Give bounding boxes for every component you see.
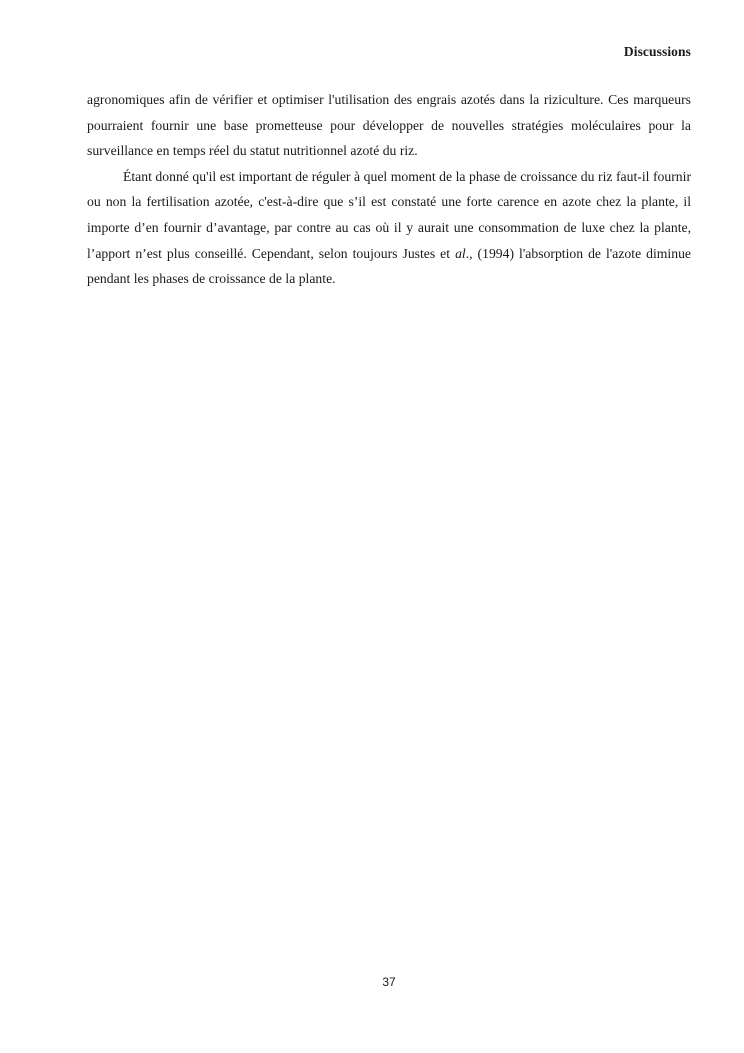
body-text [87, 87, 691, 292]
paragraph-text-start: Étant donné qu'il est important de réguler à quel moment de la phase de croissance du riz faut-il fournir ou non la fertilisation azotée, c'est-à-dire que s’il est constaté une forte carence en azote chez la plante, il importe d’en fournir d’avantage, par contre au cas où il y aurait une consommation de luxe chez la plante, l’apport n’est plus conseillé. Cependant, selon toujours Justes et [87, 168, 691, 261]
citation-et-al: al [455, 245, 466, 261]
paragraph-text-end: ., (1994) l'absorption de l'azote diminue pendant les phases de croissance de la plante. [87, 245, 691, 287]
paragraph-nitrogen-fertilisation [87, 164, 691, 292]
paragraph-continuation: agronomiques afin de vérifier et optimiser l'utilisation des engrais azotés dans la riziculture. Ces marqueurs pourraient fournir une base prometteuse pour développer de nouvelles stratégies moléculaires pour la surveillance en temps réel du statut nutritionnel azoté du riz. [87, 92, 691, 159]
running-header [624, 44, 691, 60]
page-number: 37 [382, 975, 396, 989]
section-title: Discussions [623, 44, 691, 59]
